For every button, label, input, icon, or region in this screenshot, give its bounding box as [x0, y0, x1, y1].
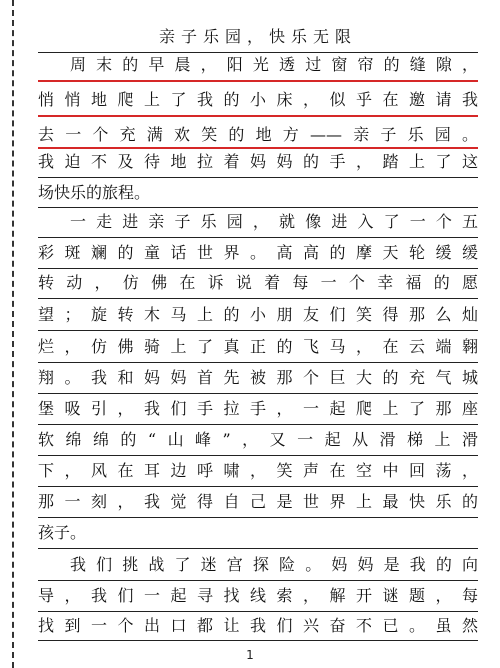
text-line-17: 我们挑战了迷宫探险。妈妈是我的向	[70, 555, 478, 574]
text-line-1: 周末的早晨，阳光透过窗帘的缝隙，	[70, 55, 478, 74]
ruled-line	[38, 298, 478, 299]
text-line-6: 一走进亲子乐园，就像进入了一个五	[70, 212, 478, 231]
text-line-11: 翔。我和妈妈首先被那个巨大的充气城	[38, 368, 478, 387]
ruled-line	[38, 330, 478, 331]
text-line-19: 找到一个出口都让我们兴奋不已。虽然	[38, 616, 478, 635]
margin-dashed-line	[12, 0, 14, 668]
page-title: 亲子乐园，快乐无限	[158, 27, 357, 46]
text-line-18: 导，我们一起寻找线索，解开谜题，每	[38, 586, 478, 605]
text-line-9: 望；旋转木马上的小朋友们笑得那么灿	[38, 305, 478, 324]
text-line-16: 孩子。	[38, 523, 87, 542]
text-line-12: 堡吸引，我们手拉手，一起爬上了那座	[38, 399, 478, 418]
red-underline	[38, 115, 478, 117]
text-line-13: 软绵绵的“山峰”，又一起从滑梯上滑	[38, 430, 478, 449]
text-line-7: 彩斑斓的童话世界。高高的摩天轮缓缓	[38, 243, 478, 262]
text-line-4: 我迫不及待地拉着妈妈的手，踏上了这	[38, 152, 478, 171]
text-line-5: 场快乐的旅程。	[38, 183, 151, 202]
text-line-15: 那一刻，我觉得自己是世界上最快乐的	[38, 492, 478, 511]
ruled-line	[38, 640, 478, 641]
text-line-2: 悄悄地爬上了我的小床，似乎在邀请我	[38, 90, 478, 109]
text-line-3: 去一个充满欢笑的地方——亲子乐园。	[38, 125, 478, 144]
ruled-line	[38, 548, 478, 549]
page-number: 1	[246, 648, 254, 662]
red-underline	[38, 80, 478, 82]
text-line-8: 转动，仿佛在诉说着每一个幸福的愿	[38, 273, 478, 292]
text-line-10: 烂，仿佛骑上了真正的飞马，在云端翱	[38, 337, 478, 356]
text-line-14: 下，风在耳边呼啸，笑声在空中回荡，	[38, 461, 478, 480]
